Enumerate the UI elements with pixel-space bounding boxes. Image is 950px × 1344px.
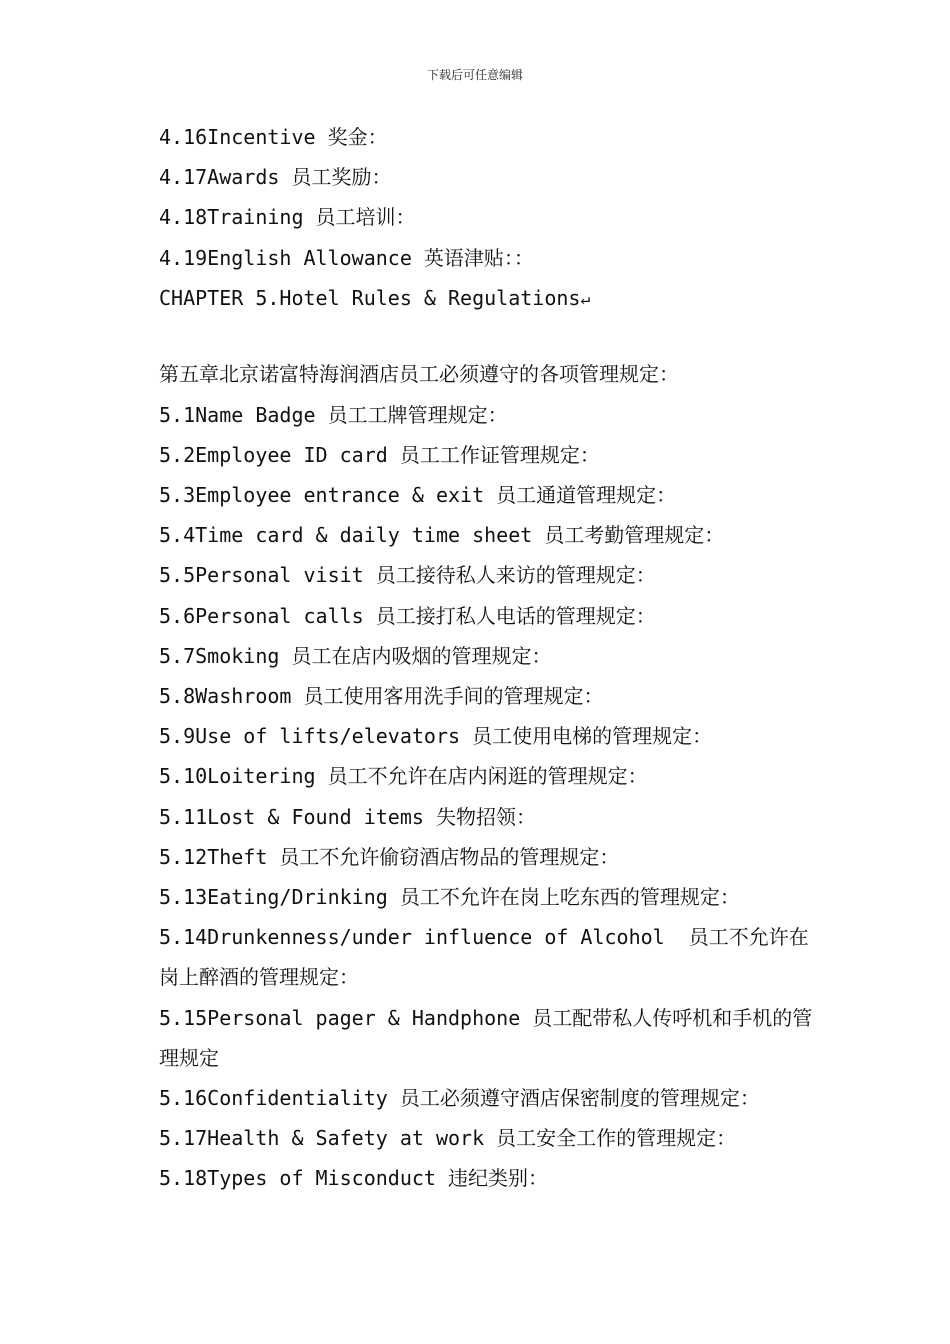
blank-line xyxy=(159,319,819,354)
toc-line: 5.15Personal pager & Handphone 员工配带私人传呼机和手机的管理规定 xyxy=(159,1005,813,1070)
toc-line: 5.17Health & Safety at work 员工安全工作的管理规定： xyxy=(159,1126,737,1151)
toc-line: 5.18Types of Misconduct 违纪类别： xyxy=(159,1166,548,1191)
toc-line: 5.3Employee entrance & exit 员工通道管理规定： xyxy=(159,483,677,508)
chapter-heading-text: CHAPTER 5.Hotel Rules & Regulations xyxy=(159,285,581,310)
toc-line: 5.14Drunkenness/under influence of Alcohol 员工不允许在岗上醉酒的管理规定： xyxy=(159,925,809,990)
toc-line: 5.11Lost & Found items 失物招领： xyxy=(159,804,536,829)
toc-line: 5.4Time card & daily time sheet 员工考勤管理规定： xyxy=(159,523,725,548)
chapter-title-cn: 第五章北京诺富特海润酒店员工必须遵守的各项管理规定： xyxy=(159,362,679,387)
toc-line: 4.19English Allowance 英语津贴：： xyxy=(159,245,534,270)
toc-line: 4.18Training 员工培训： xyxy=(159,205,416,230)
toc-line: 5.9Use of lifts/elevators 员工使用电梯的管理规定： xyxy=(159,724,713,749)
chapter-heading xyxy=(159,278,819,320)
page-header: 下载后可任意编辑 xyxy=(426,68,523,82)
document-body xyxy=(159,117,819,1199)
toc-line: 5.5Personal visit 员工接待私人来访的管理规定： xyxy=(159,563,656,588)
toc-line: 5.6Personal calls 员工接打私人电话的管理规定： xyxy=(159,603,656,628)
paragraph-mark-icon: ↵ xyxy=(580,289,591,309)
toc-line: 4.17Awards 员工奖励： xyxy=(159,165,392,190)
toc-line: 5.10Loitering 员工不允许在店内闲逛的管理规定： xyxy=(159,764,648,789)
toc-line: 5.13Eating/Drinking 员工不允许在岗上吃东西的管理规定： xyxy=(159,885,740,910)
toc-line: 5.2Employee ID card 员工工作证管理规定： xyxy=(159,442,600,467)
toc-line: 5.16Confidentiality 员工必须遵守酒店保密制度的管理规定： xyxy=(159,1086,760,1111)
toc-line: 5.8Washroom 员工使用客用洗手间的管理规定： xyxy=(159,684,604,709)
toc-line: 5.12Theft 员工不允许偷窃酒店物品的管理规定： xyxy=(159,844,620,869)
toc-line: 5.1Name Badge 员工工牌管理规定： xyxy=(159,402,508,427)
toc-line: 4.16Incentive 奖金： xyxy=(159,125,388,149)
toc-line: 5.7Smoking 员工在店内吸烟的管理规定： xyxy=(159,643,552,668)
